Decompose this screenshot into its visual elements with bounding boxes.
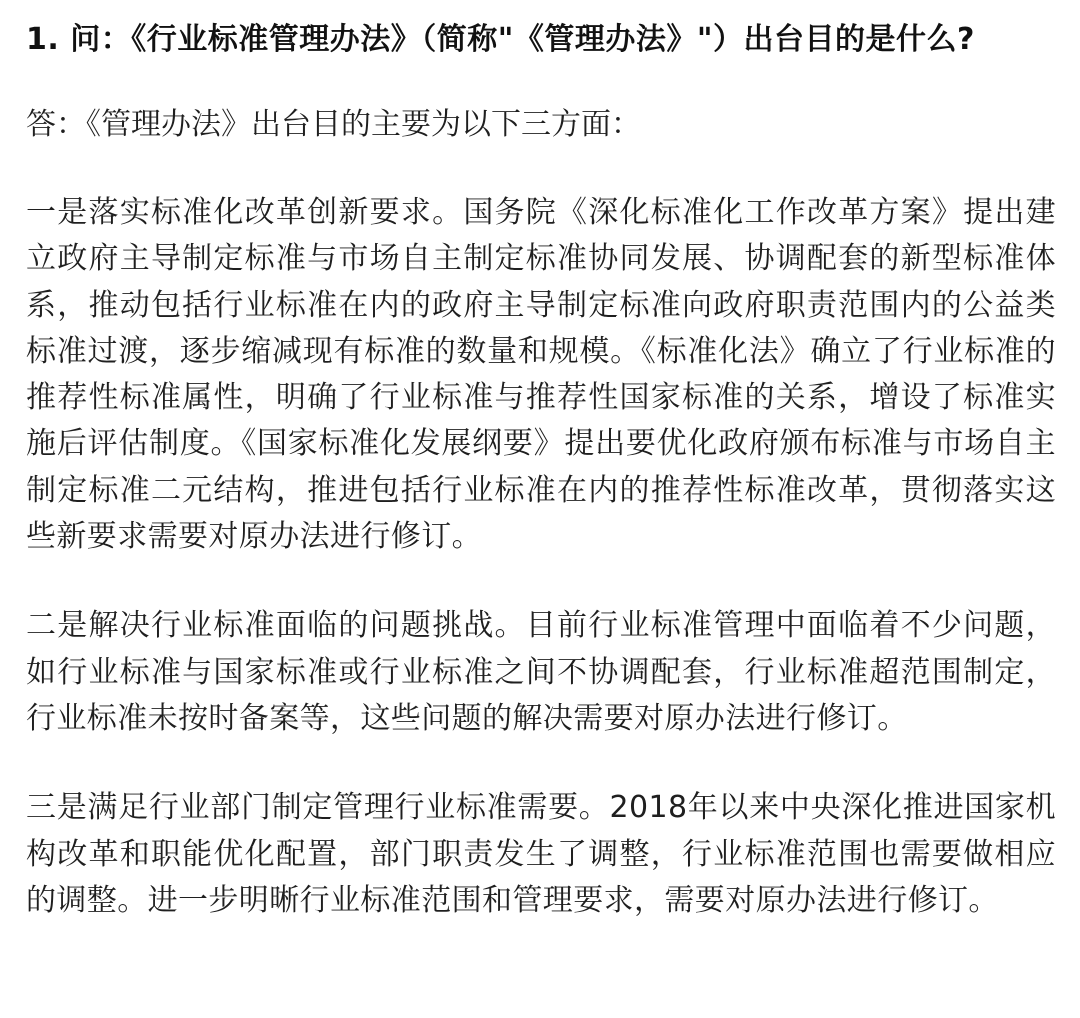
- question-heading: 1. 问：《行业标准管理办法》（简称"《管理办法》"）出台目的是什么?: [26, 22, 975, 57]
- answer-point-2: 二是解决行业标准面临的问题挑战。目前行业标准管理中面临着不少问题，如行业标准与国家标准或行业标准之间不协调配套，行业标准超范围制定，行业标准未按时备案等，这些问题的解决需要对原办法进行修订。: [26, 608, 1056, 736]
- answer-point-1: 一是落实标准化改革创新要求。国务院《深化标准化工作改革方案》提出建立政府主导制定标准与市场自主制定标准协同发展、协调配套的新型标准体系，推动包括行业标准在内的政府主导制定标准向政府职责范围内的公益类标准过渡，逐步缩减现有标准的数量和规模。《标准化法》确立了行业标准的推荐性标准属性，明确了行业标准与推荐性国家标准的关系，增设了标准实施后评估制度。《国家标准化发展纲要》提出要优化政府颁布标准与市场自主制定标准二元结构，推进包括行业标准在内的推荐性标准改革，贯彻落实这些新要求需要对原办法进行修订。: [26, 195, 1056, 555]
- answer-point-3: 三是满足行业部门制定管理行业标准需要。2018年以来中央深化推进国家机构改革和职能优化配置，部门职责发生了调整，行业标准范围也需要做相应的调整。进一步明晰行业标准范围和管理要求，需要对原办法进行修订。: [26, 790, 1056, 918]
- answer-intro: 答：《管理办法》出台目的主要为以下三方面：: [26, 107, 641, 142]
- article-body: [26, 0, 1056, 924]
